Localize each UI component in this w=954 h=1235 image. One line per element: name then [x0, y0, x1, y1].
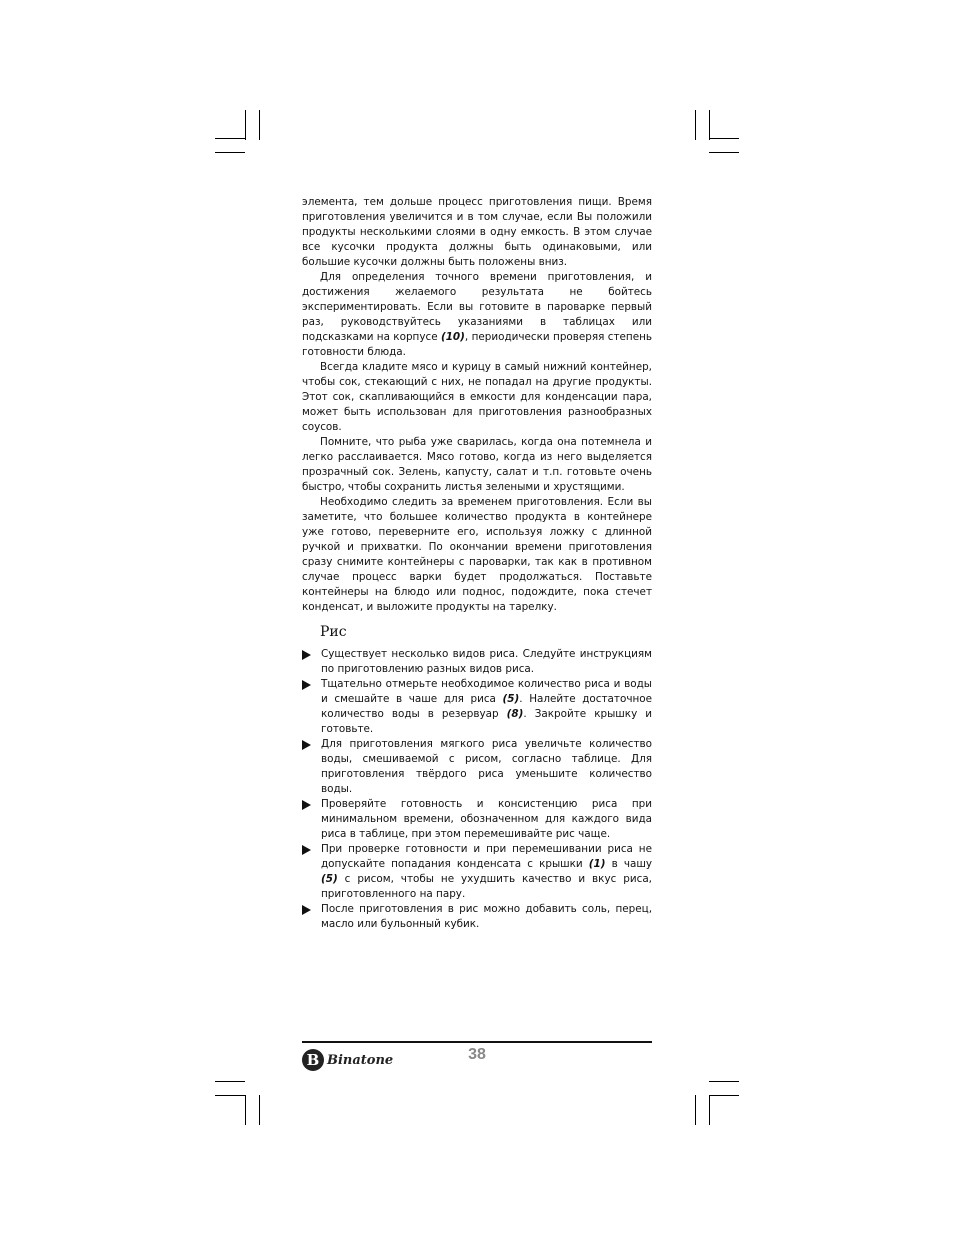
paragraph: Необходимо следить за временем приготовления. Если вы заметите, что большее количество продукта в контейнере уже готово, переверните его, используя ложку с длинной ручкой и прихватки. По окончании времени приготовления сразу снимите контейнеры с пароварки, так как в противном случае процесс варки будет продолжаться. Поставьте контейнеры на блюдо или поднос, подождите, пока стечет конденсат, и выложите продукты на тарелку.: [302, 496, 652, 613]
text-column: [302, 195, 652, 932]
paragraph: элемента, тем дольше процесс приготовления пищи. Время приготовления увеличится и в том случае, если Вы положили продукты несколькими слоями в одну емкость. В этом случае все кусочки продукта должны быть одинаковыми, или большие кусочки должны быть положены вниз.: [302, 196, 652, 268]
part-reference: (8): [506, 708, 524, 720]
rice-instructions-list: [302, 647, 652, 932]
list-item: После приготовления в рис можно добавить соль, перец, масло или бульонный кубик.: [302, 902, 652, 932]
part-reference: (5): [502, 693, 520, 705]
crop-mark: [215, 138, 245, 139]
crop-mark: [709, 1095, 710, 1125]
page-number: 38: [468, 1046, 486, 1063]
crop-mark: [709, 1081, 739, 1082]
triangle-bullet-icon: [302, 905, 311, 915]
list-item: Существует несколько видов риса. Следуйте инструкциям по приготовлению разных видов риса.: [302, 647, 652, 677]
crop-mark: [695, 110, 696, 140]
part-reference: (5): [321, 873, 338, 885]
crop-mark: [709, 110, 710, 140]
footer-divider: [302, 1041, 652, 1043]
section-title: Рис: [320, 624, 347, 640]
part-reference: (1): [588, 858, 606, 870]
crop-mark: [259, 110, 260, 140]
crop-mark: [259, 1095, 260, 1125]
list-item: При проверке готовности и при перемешивании риса не допускайте попадания конденсата с крышки (1) в чашу (5) с рисом, чтобы не ухудшить качество и вкус риса, приготовленного на пару.: [302, 842, 652, 902]
crop-mark: [215, 152, 245, 153]
crop-mark: [245, 110, 246, 140]
crop-mark: [245, 1095, 246, 1125]
triangle-bullet-icon: [302, 740, 311, 750]
paragraph: Для определения точного времени приготовления, и достижения желаемого результата не бойтесь экспериментировать. Если вы готовите в пароварке первый раз, руководствуйтесь указаниями в таблицах или подсказками на корпусе (10), периодически проверяя степень готовности блюда.: [302, 271, 652, 358]
paragraph: Помните, что рыба уже сварилась, когда она потемнела и легко расслаивается. Мясо готово, когда из него выделяется прозрачный сок. Зелень, капусту, салат и т.п. готовьте очень быстро, чтобы сохранить листья зелеными и хрустящими.: [302, 436, 652, 493]
list-item: Для приготовления мягкого риса увеличьте количество воды, смешиваемой с рисом, согласно таблице. Для приготовления твёрдого риса уменьшите количество воды.: [302, 737, 652, 797]
crop-mark: [215, 1081, 245, 1082]
triangle-bullet-icon: [302, 800, 311, 810]
crop-mark: [215, 1095, 245, 1096]
paragraph: Всегда кладите мясо и курицу в самый нижний контейнер, чтобы сок, стекающий с них, не попадал на другие продукты. Этот сок, скапливающийся в емкости для конденсации пара, может быть использован для приготовления разнообразных соусов.: [302, 361, 652, 433]
crop-mark: [695, 1095, 696, 1125]
crop-mark: [709, 152, 739, 153]
brand-name: Binatone: [327, 1052, 394, 1068]
crop-mark: [709, 138, 739, 139]
crop-mark: [709, 1095, 739, 1096]
triangle-bullet-icon: [302, 650, 311, 660]
part-reference: (10): [440, 331, 465, 343]
list-item: Тщательно отмерьте необходимое количество риса и воды и смешайте в чаше для риса (5). Налейте достаточное количество воды в резервуар (8). Закройте крышку и готовьте.: [302, 677, 652, 737]
list-item: Проверяйте готовность и консистенцию риса при минимальном времени, обозначенном для каждого вида риса в таблице, при этом перемешивайте рис чаще.: [302, 797, 652, 842]
triangle-bullet-icon: [302, 680, 311, 690]
triangle-bullet-icon: [302, 845, 311, 855]
brand-logo: [302, 1049, 393, 1071]
binatone-logo-icon: B: [302, 1049, 324, 1071]
